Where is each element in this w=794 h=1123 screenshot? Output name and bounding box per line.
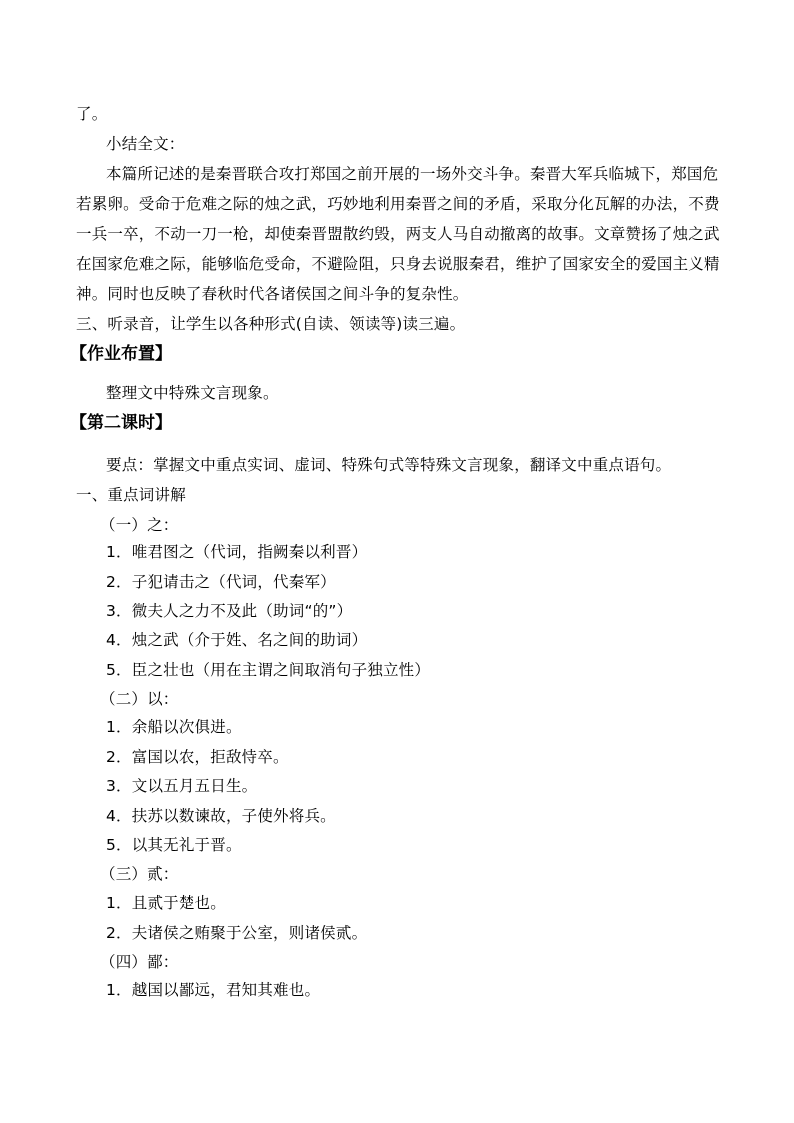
subsection-label: （二）以： (100, 690, 179, 708)
list-item: 1．唯君图之（代词，指阙秦以利晋） (106, 543, 368, 561)
list-item: 2．富国以农，拒敌恃卒。 (106, 748, 289, 766)
list-item: 4．扶苏以数谏故，子使外将兵。 (106, 807, 336, 825)
text-line: 一、重点词讲解 (76, 486, 186, 504)
section-heading-homework: 【作业布置】 (70, 344, 172, 364)
list-item: 1．且贰于楚也。 (106, 894, 226, 912)
subsection-label: （一）之： (100, 516, 179, 534)
text-line: 三、听录音，让学生以各种形式(自读、领读等)读三遍。 (76, 315, 466, 333)
list-item: 1．余船以次俱进。 (106, 718, 242, 736)
list-item: 2．子犯请击之（代词，代秦军） (106, 573, 336, 591)
subsection-label: （三）贰： (100, 865, 179, 883)
list-item: 3．微夫人之力不及此（助词“的”） (106, 602, 353, 620)
text-line: 要点：掌握文中重点实词、虚词、特殊句式等特殊文言现象，翻译文中重点语句。 (106, 456, 672, 474)
text-line: 了。 (76, 105, 108, 123)
list-item: 5．以其无礼于晋。 (106, 836, 242, 854)
text-line: 整理文中特殊文言现象。 (106, 384, 279, 402)
section-heading-second-lesson: 【第二课时】 (70, 413, 172, 433)
summary-paragraph: 本篇所记述的是秦晋联合攻打郑国之前开展的一场外交斗争。秦晋大军兵临城下，郑国危若累卵。受命于危难之际的烛之武，巧妙地利用秦晋之间的矛盾，采取分化瓦解的办法，不费一兵一卒，不动一刀一枪，却使秦晋盟散约毁，两支人马自动撤离的故事。文章赞扬了烛之武在国家危难之际，能够临危受命，不避险阻，只身去说服秦君，维护了国家安全的爱国主义精神。同时也反映了春秋时代各诸侯国之间斗争的复杂性。 (76, 165, 720, 303)
summary-label: 小结全文： (106, 135, 185, 153)
list-item: 3．文以五月五日生。 (106, 777, 258, 795)
list-item: 5．臣之壮也（用在主谓之间取消句子独立性） (106, 661, 431, 679)
list-item: 1．越国以鄙远，君知其难也。 (106, 981, 321, 999)
subsection-label: （四）鄙： (100, 953, 179, 971)
list-item: 2．夫诸侯之贿聚于公室，则诸侯贰。 (106, 924, 368, 942)
list-item: 4．烛之武（介于姓、名之间的助词） (106, 631, 368, 649)
